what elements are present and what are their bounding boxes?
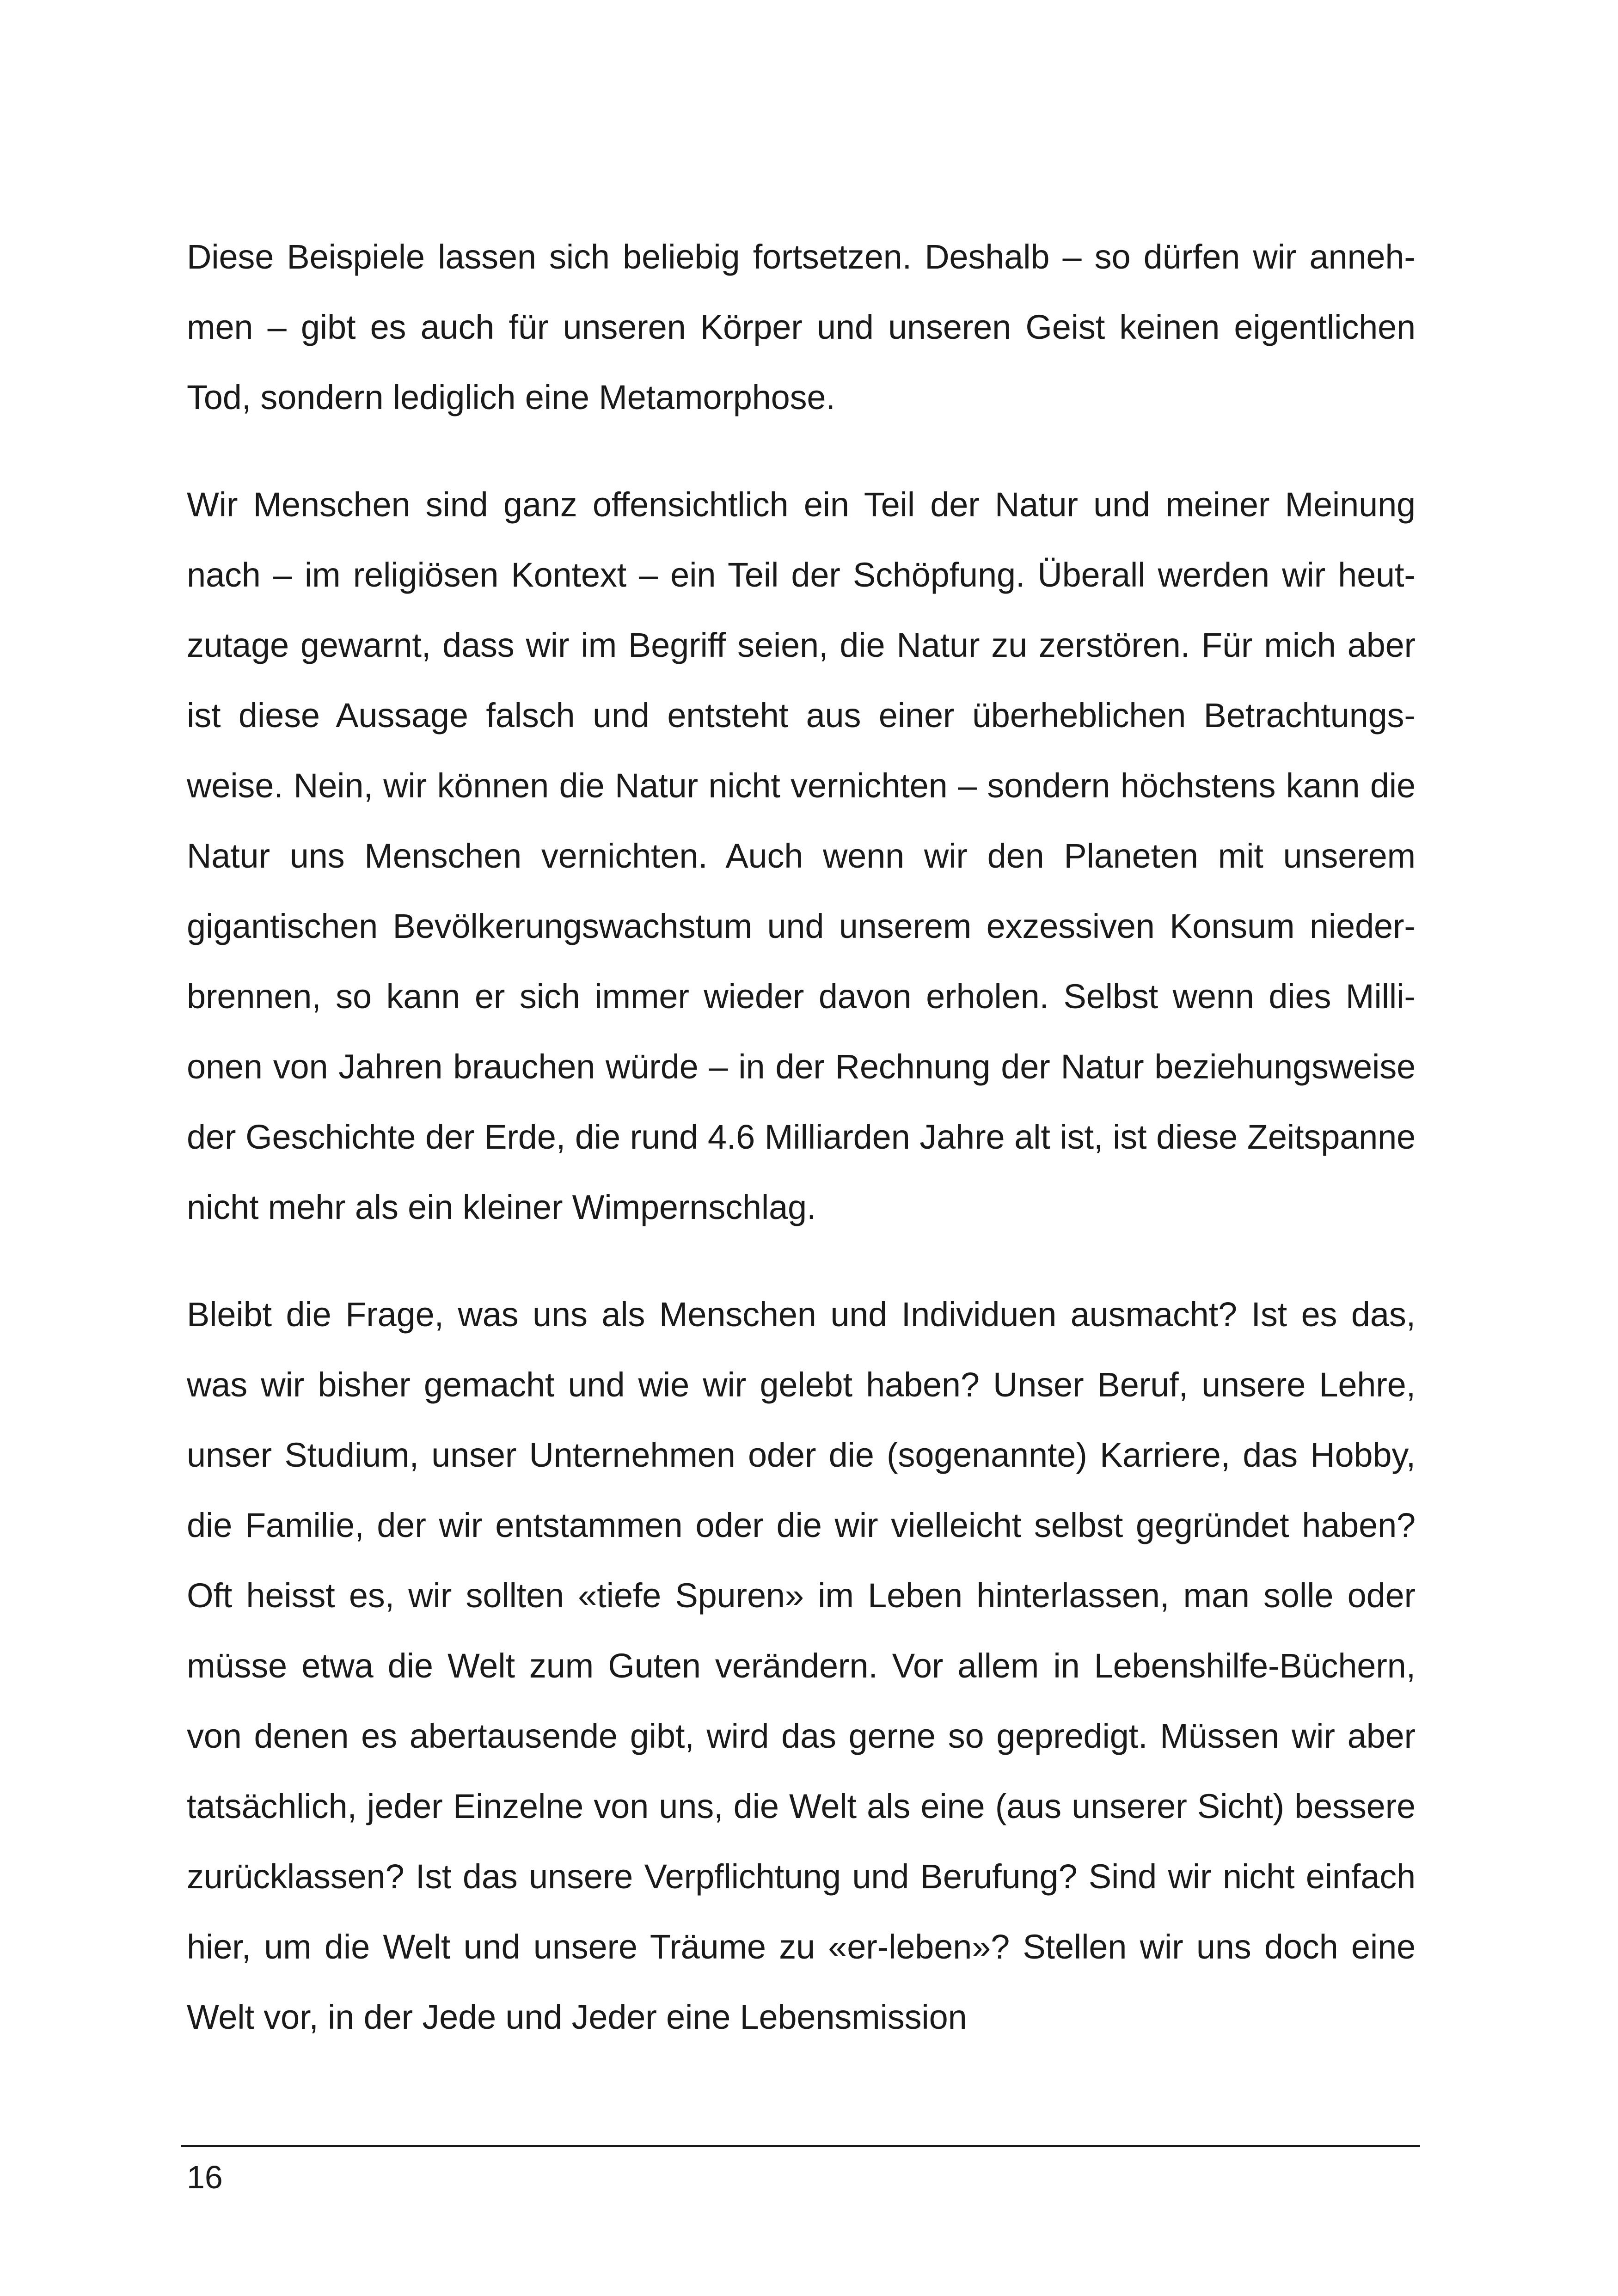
paragraph-individuen: Bleibt die Frage, was uns als Menschen und Individuen ausmacht? Ist es das, was wir bisher gemacht und wie wir gelebt haben? Unser Beruf, unsere Lehre, unser Studium, unser Unternehmen oder die (sogenannte) Karriere, das Hobby, die Familie, der wir entstammen oder die wir vielleicht selbst gegründet haben? Oft heisst es, wir sollten «tiefe Spuren» im Leben hinterlassen, man solle oder müsse etwa die Welt zum Guten verändern. Vor allem in Lebenshilfe-Büchern, von denen es abertausende gibt, wird das gerne so gepredigt. Müssen wir aber tatsächlich, jeder Einzelne von uns, die Welt als eine (aus unserer Sicht) bessere zurücklassen? Ist das unsere Verpflichtung und Berufung? Sind wir nicht einfach hier, um die Welt und unsere Träume zu «er-leben»? Stellen wir uns doch eine Welt vor, in der Jede und Jeder eine Lebensmission — [187, 1295, 1416, 2036]
paragraph-natur: Wir Menschen sind ganz offensichtlich ein Teil der Natur und meiner Meinung nach – im religiösen Kontext – ein Teil der Schöpfung. Überall werden wir heutzutage gewarnt, dass wir im Begriff seien, die Natur zu zerstören. Für mich aber ist diese Aussage falsch und entsteht aus einer überheblichen Betrachtungsweise. Nein, wir können die Natur nicht vernichten – sondern höchstens kann die Natur uns Menschen vernichten. Auch wenn wir den Planeten mit unserem gigantischen Bevölkerungswachstum und unserem exzessiven Konsum niederbrennen, so kann er sich immer wieder davon erholen. Selbst wenn dies Millionen von Jahren brauchen würde – in der Rechnung der Natur beziehungsweise der Geschichte der Erde, die rund 4.6 Milliarden Jahre alt ist, ist diese Zeitspanne nicht mehr als ein kleiner Wimpernschlag. — [187, 485, 1416, 1226]
body-text — [187, 222, 1416, 2089]
paragraph-metamorphose: Diese Beispiele lassen sich beliebig fortsetzen. Deshalb – so dürfen wir annehmen – gibt es auch für unseren Körper und unseren Geist keinen eigentlichen Tod, sondern lediglich eine Metamorphose. — [187, 238, 1416, 416]
footer-divider — [181, 2145, 1420, 2147]
page-number: 16 — [187, 2159, 223, 2195]
